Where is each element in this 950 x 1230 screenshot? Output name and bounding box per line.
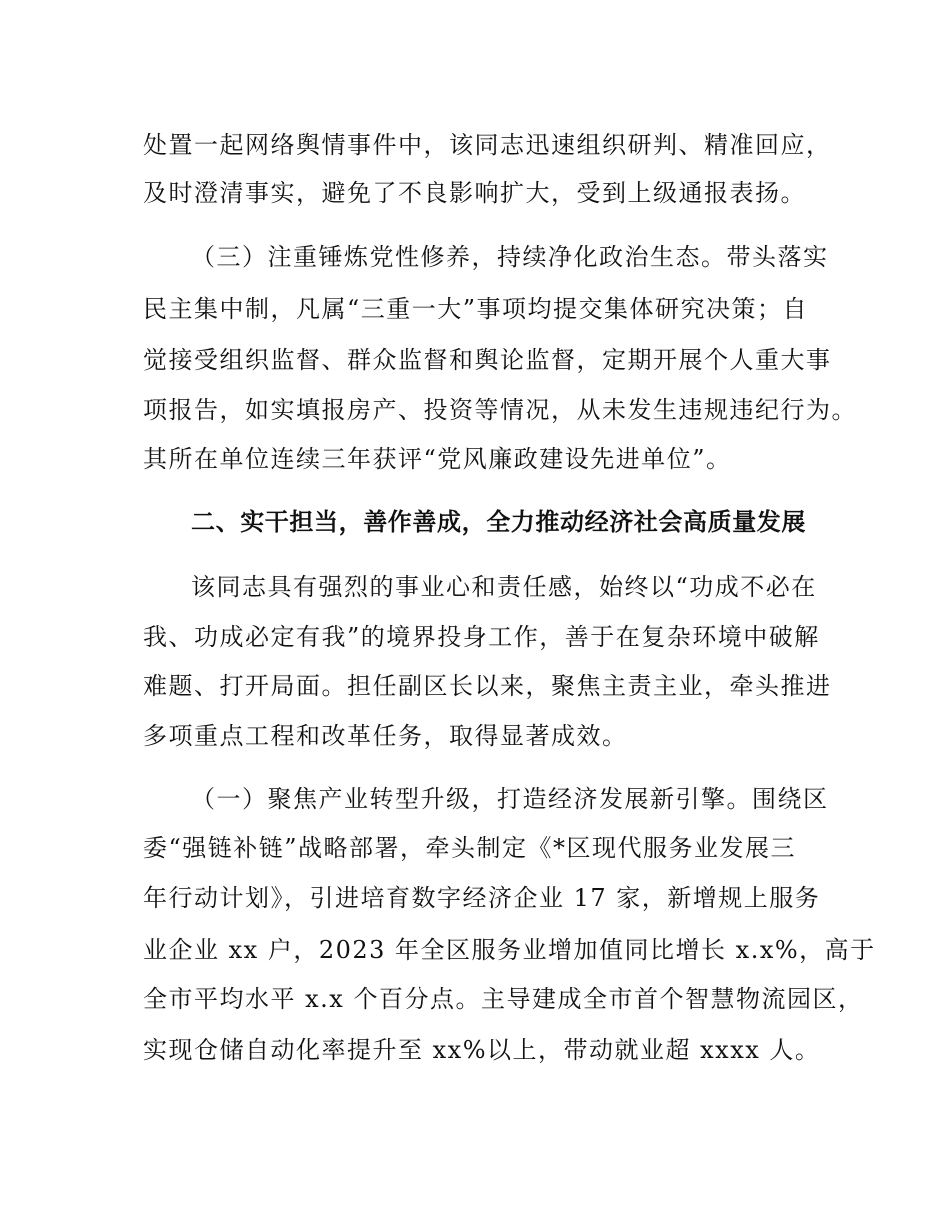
paragraph-2-line-4: 项报告，如实填报房产、投资等情况，从未发生违规违纪行为。	[143, 396, 857, 424]
paragraph-1-line-1: 处置一起网络舆情事件中，该同志迅速组织研判、精准回应，	[143, 131, 832, 159]
paragraph-4-line-2: 委“强链补链”战略部署，牵头制定《*区现代服务业发展三	[143, 834, 797, 862]
paragraph-3-line-2: 我、功成必定有我”的境界投身工作，善于在复杂环境中破解	[143, 623, 820, 651]
paragraph-4-line-3: 年行动计划》，引进培育数字经济企业 17 家，新增规上服务	[143, 884, 821, 912]
paragraph-1-line-2: 及时澄清事实，避免了不良影响扩大，受到上级通报表扬。	[143, 179, 806, 207]
paragraph-2-line-1: （三）注重锤炼党性修养，持续净化政治生态。带头落实	[191, 243, 829, 271]
paragraph-2-line-5: 其所在单位连续三年获评“党风廉政建设先进单位”。	[143, 445, 732, 473]
section-heading: 二、实干担当，善作善成，全力推动经济社会高质量发展	[191, 508, 806, 536]
paragraph-3-line-4: 多项重点工程和改革任务，取得显著成效。	[143, 722, 628, 750]
paragraph-3-line-1: 该同志具有强烈的事业心和责任感，始终以“功成不必在	[191, 573, 817, 601]
paragraph-4-line-6: 实现仓储自动化率提升至 xx%以上，带动就业超 xxxx 人。	[143, 1036, 821, 1064]
paragraph-2-line-3: 觉接受组织监督、群众监督和舆论监督，定期开展个人重大事	[143, 346, 832, 374]
paragraph-3-line-3: 难题、打开局面。担任副区长以来，聚焦主责主业，牵头推进	[143, 672, 832, 700]
paragraph-2-line-2: 民主集中制，凡属“三重一大”事项均提交集体研究决策；自	[143, 295, 809, 323]
paragraph-4-line-1: （一）聚焦产业转型升级，打造经济发展新引擎。围绕区	[191, 785, 829, 813]
paragraph-4-line-4: 业企业 xx 户，2023 年全区服务业增加值同比增长 x.x%，高于	[143, 936, 876, 964]
paragraph-4-line-5: 全市平均水平 x.x 个百分点。主导建成全市首个智慧物流园区，	[143, 985, 864, 1013]
